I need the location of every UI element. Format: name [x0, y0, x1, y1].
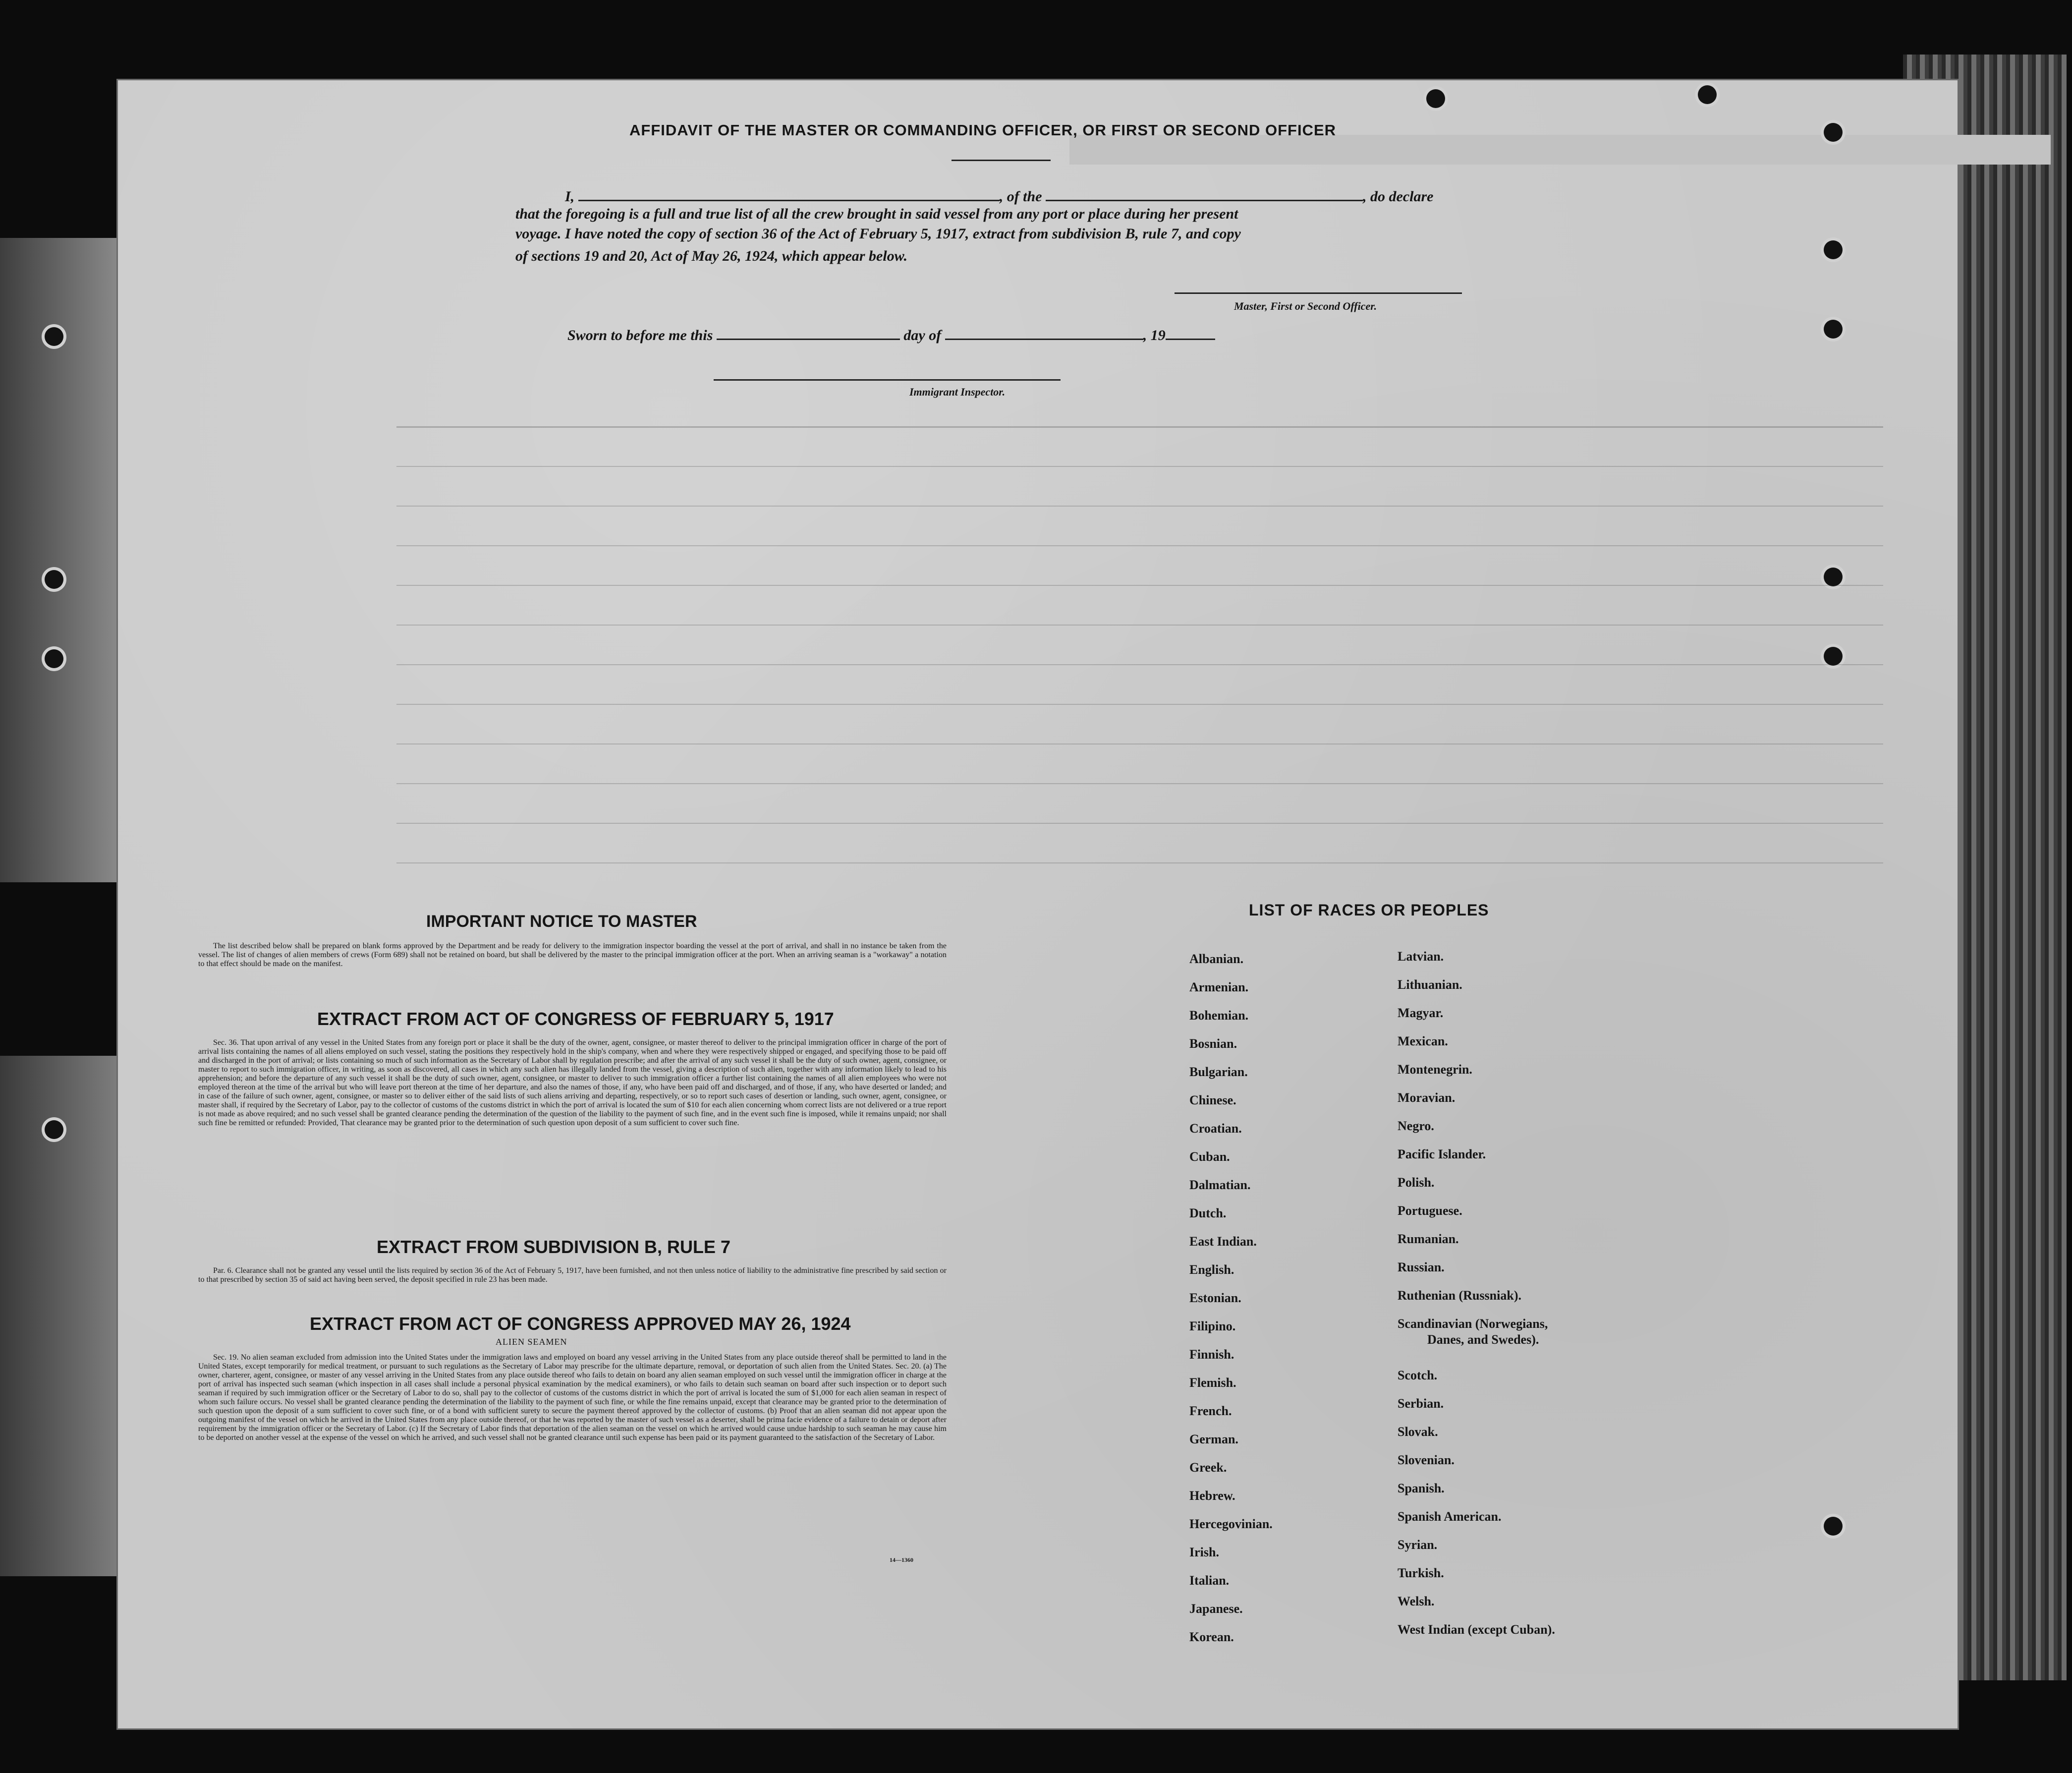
race-item: Irish. — [1189, 1545, 1219, 1559]
affidavit-declaration-line — [565, 188, 1433, 205]
sworn-day-of: day of — [903, 327, 942, 343]
race-item: Montenegrin. — [1398, 1062, 1472, 1077]
binder-hole-icon — [45, 570, 63, 589]
race-item: Mexican. — [1398, 1034, 1448, 1048]
race-item: Bulgarian. — [1189, 1065, 1248, 1079]
race-item: Hebrew. — [1189, 1488, 1235, 1503]
race-item: Dutch. — [1189, 1206, 1227, 1220]
race-item: Italian. — [1189, 1573, 1230, 1588]
sworn-prefix: Sworn to before me this — [567, 327, 713, 343]
race-item: Greek. — [1189, 1460, 1227, 1475]
race-item: Spanish. — [1398, 1481, 1445, 1495]
race-item: Welsh. — [1398, 1594, 1435, 1608]
race-item: Filipino. — [1189, 1319, 1236, 1333]
race-item: Rumanian. — [1398, 1232, 1459, 1246]
sworn-year-prefix: , 19 — [1143, 327, 1166, 343]
extract-1917-heading: EXTRACT FROM ACT OF CONGRESS OF FEBRUARY 5, 1917 — [317, 1009, 834, 1029]
race-item: Polish. — [1398, 1175, 1435, 1190]
race-item: Syrian. — [1398, 1538, 1438, 1552]
race-item: Spanish American. — [1398, 1509, 1502, 1524]
race-item: Albanian. — [1189, 952, 1244, 966]
page-fold-strip — [1069, 135, 2051, 165]
race-item: Slovenian. — [1398, 1453, 1455, 1467]
binder-hole-icon — [45, 649, 63, 668]
binder-hole-icon — [1698, 85, 1717, 104]
affidavit-title: AFFIDAVIT OF THE MASTER OR COMMANDING OFFICER, OR FIRST OR SECOND OFFICER — [629, 121, 1337, 139]
race-item: Negro. — [1398, 1119, 1434, 1133]
extract-1917-body: Sec. 36. That upon arrival of any vessel in the United States from any foreign port or place it shall be the duty of the owner, agent, consignee, or master thereof to deliver to the principal immigration officer in charge of the port of arrival lists containing the names of all aliens employed on such vessel, stating the positions they respectively hold in the ship's company, when and where they were respectively shipped or engaged, and specifying those to be paid off and discharged in the port of arrival; or lists containing so much of such information as the Secretary of Labor shall by regulation prescribe; and after the arrival of any such vessel it shall be the duty of such owner, agent, consignee, or master to report to such immigration officer, in writing, as soon as discovered, all cases in which any such alien has illegally landed from the vessel, giving a description of such alien, together with any information likely to lead to his apprehension; and before the departure of any such vessel it shall be the duty of such owner, agent, consignee, or master to deliver to such immigration officer a further list containing the names of all alien employees who were not employed thereon at the time of the arrival but who will leave port thereon at the time of her departure, and also the names of those, if any, who have been paid off and discharged, and of those, if any, who have deserted or landed; and in case of the failure of such owner, agent, consignee, or master so to deliver either of the said lists of such aliens arriving and departing, respectively, or so to report such cases of desertion or landing, such owner, agent, consignee, or master shall, if required by the Secretary of Labor, pay to the collector of customs of the customs district in which the port of arrival is located the sum of $10 for each alien concerning whom correct lists are not delivered or a true report is not made as above required; and no such vessel shall be granted clearance pending the determination of the question of the liability to the payment of such fine, and in the event such fine is imposed, while it remains unpaid; nor shall such fine be remitted or refunded: Provided, That clearance may be granted prior to the determination of such question upon deposit of a sum sufficient to cover such fine. — [198, 1038, 947, 1127]
binder-hole-icon — [45, 327, 63, 346]
title-underline — [952, 160, 1051, 161]
affidavit-line-3: voyage. I have noted the copy of section 36 of the Act of February 5, 1917, extract from subdivision B, rule 7, and copy — [515, 226, 1241, 242]
binder-hole-icon — [1426, 89, 1445, 108]
race-item: Bohemian. — [1189, 1008, 1249, 1023]
race-item: Estonian. — [1189, 1291, 1241, 1305]
sworn-day-field[interactable] — [717, 339, 900, 340]
affidavit-of-the: , of the — [999, 188, 1042, 205]
form-number: 14—1360 — [890, 1556, 913, 1563]
sworn-month-field[interactable] — [945, 339, 1143, 340]
binder-hole-icon — [1824, 240, 1843, 259]
race-item: French. — [1189, 1404, 1232, 1418]
affidavit-i: I, — [565, 188, 575, 205]
race-item: Korean. — [1189, 1630, 1234, 1644]
race-item: Turkish. — [1398, 1566, 1444, 1580]
race-item: Cuban. — [1189, 1149, 1230, 1164]
extract-1924-body: Sec. 19. No alien seaman excluded from admission into the United States under the immigration laws and employed on board any vessel arriving in the United States from any place outside thereof shall be permitted to land in the United States, except temporarily for medical treatment, or pursuant to such regulations as the Secretary of Labor may prescribe for the ultimate departure, removal, or deportation of such alien from the United States. Sec. 20. (a) The owner, charterer, agent, consignee, or master of any vessel arriving in the United States from any place outside thereof who fails to detain on board any alien seaman employed on such vessel until the immigration officer in charge at the port of arrival has inspected such seaman (which inspection in all cases shall include a personal physical examination by the medical examiners), or who fails to detain such seaman on board after such inspection or to deport such seaman if required by such immigration officer or the Secretary of Labor to do so, shall pay to the collector of customs of the customs district in which the port of arrival is located the sum of $1,000 for each alien seaman in respect of whom such failure occurs. No vessel shall be granted clearance pending the determination of the liability to the payment of such fine, or while the fine remains unpaid, except that clearance may be granted prior to the determination of such question upon the deposit of a sum sufficient to cover such fine, or of a bond with sufficient surety to secure the payment thereof approved by the collector of customs. (b) Proof that an alien seaman did not appear upon the outgoing manifest of the vessel on which he arrived in the United States from any place outside thereof, or that he was reported by the master of such vessel as a deserter, shall be prima facie evidence of a failure to detain or deport after requirement by the immigration officer or the Secretary of Labor. (c) If the Secretary of Labor finds that deportation of the alien seaman on the vessel on which he arrived would cause undue hardship to such seaman he may cause him to be deported on another vessel at the expense of the vessel on which he arrived, and such vessel shall not be granted clearance until such expense has been paid or its payment guaranteed to the satisfaction of the Secretary of Labor. — [198, 1353, 947, 1442]
race-item: Danes, and Swedes). — [1427, 1332, 1539, 1347]
sworn-year-field[interactable] — [1166, 339, 1215, 340]
sworn-line — [567, 327, 1215, 344]
race-item: Scotch. — [1398, 1368, 1438, 1382]
affidavit-line-4: of sections 19 and 20, Act of May 26, 1924, which appear below. — [515, 248, 908, 264]
race-item: Dalmatian. — [1189, 1178, 1251, 1192]
race-item: Portuguese. — [1398, 1203, 1462, 1218]
race-item: Russian. — [1398, 1260, 1445, 1274]
affidavit-do-declare: , do declare — [1363, 188, 1434, 205]
race-item: Finnish. — [1189, 1347, 1234, 1362]
race-item: German. — [1189, 1432, 1238, 1446]
binder-hole-icon — [45, 1120, 63, 1139]
race-item: Slovak. — [1398, 1425, 1438, 1439]
race-item: Armenian. — [1189, 980, 1249, 994]
race-item: Japanese. — [1189, 1601, 1243, 1616]
master-name-field[interactable] — [578, 200, 1000, 201]
affidavit-line-2: that the foregoing is a full and true list of all the crew brought in said vessel from any port or place during her present — [515, 206, 1238, 222]
race-item: Moravian. — [1398, 1090, 1456, 1105]
notice-heading: IMPORTANT NOTICE TO MASTER — [426, 912, 697, 931]
notice-body: The list described below shall be prepared on blank forms approved by the Department and be ready for delivery to the immigration inspector boarding the vessel at the port of arrival, and shall in no instance be taken from the vessel. The list of changes of alien members of crews (Form 689) shall not be retained on board, but shall be delivered by the master to the principal immigration officer at the port. When an arriving seaman is a "workaway" a notation to that effect should be made on the manifest. — [198, 942, 947, 968]
race-item: Scandinavian (Norwegians, — [1398, 1316, 1548, 1331]
race-item: Croatian. — [1189, 1121, 1242, 1136]
extract-1924-subheading: ALIEN SEAMEN — [496, 1337, 567, 1347]
races-list-title: LIST OF RACES OR PEOPLES — [1249, 901, 1489, 919]
race-item: Lithuanian. — [1398, 977, 1462, 992]
race-item: Serbian. — [1398, 1396, 1444, 1411]
race-item: Ruthenian (Russniak). — [1398, 1288, 1521, 1303]
binder-hole-icon — [1824, 123, 1843, 142]
binder-hole-icon — [1824, 647, 1843, 666]
signature-label: Master, First or Second Officer. — [1234, 300, 1377, 312]
race-item: East Indian. — [1189, 1234, 1257, 1249]
inspector-signature-field[interactable] — [714, 379, 1061, 381]
race-item: Magyar. — [1398, 1006, 1444, 1020]
race-item: West Indian (except Cuban). — [1398, 1622, 1555, 1637]
race-item: Bosnian. — [1189, 1036, 1237, 1051]
extract-rule7-body: Par. 6. Clearance shall not be granted any vessel until the lists required by section 36 of the Act of February 5, 1917, have been furnished, and not then unless notice of liability to the administrative fine prescribed by said section or to that prescribed by section 35 of said act having been served, the deposit specified in rule 23 has been made. — [198, 1266, 947, 1284]
race-item: Pacific Islander. — [1398, 1147, 1486, 1161]
race-item: Hercegovinian. — [1189, 1517, 1273, 1531]
master-signature-field[interactable] — [1175, 292, 1462, 294]
race-item: Latvian. — [1398, 949, 1444, 964]
race-item: Chinese. — [1189, 1093, 1236, 1107]
vessel-name-field[interactable] — [1046, 200, 1363, 201]
binder-hole-icon — [1824, 1517, 1843, 1536]
extract-1924-heading: EXTRACT FROM ACT OF CONGRESS APPROVED MAY 26, 1924 — [310, 1314, 851, 1334]
binder-hole-icon — [1824, 320, 1843, 339]
inspector-label: Immigrant Inspector. — [909, 386, 1006, 398]
race-item: English. — [1189, 1262, 1234, 1277]
extract-rule7-heading: EXTRACT FROM SUBDIVISION B, RULE 7 — [377, 1237, 731, 1257]
race-item: Flemish. — [1189, 1375, 1236, 1390]
binder-hole-icon — [1824, 568, 1843, 586]
